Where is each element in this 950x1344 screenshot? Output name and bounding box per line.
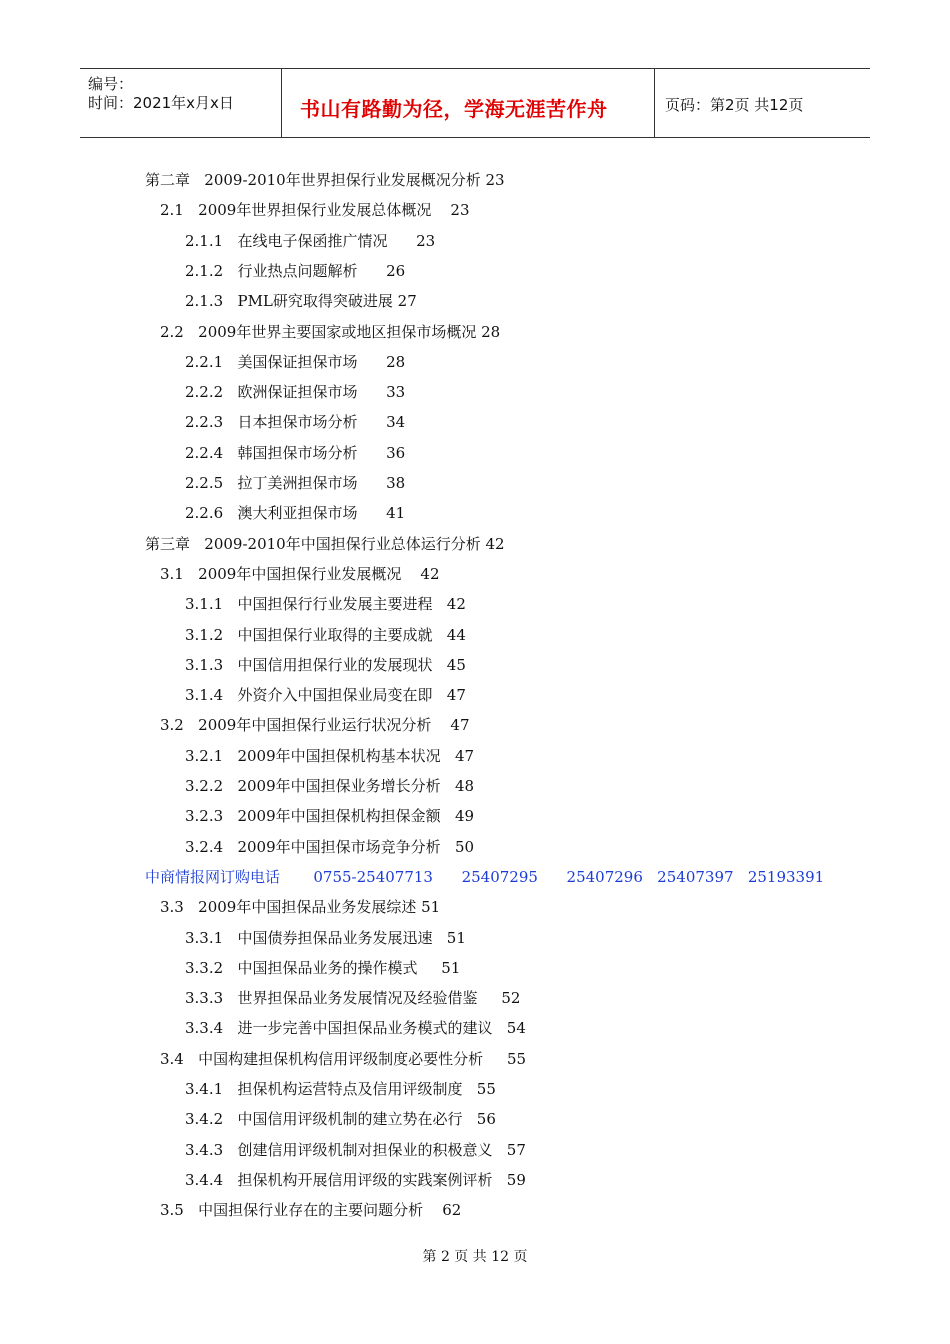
toc-subsection: 3.3.4 进一步完善中国担保品业务模式的建议 54 <box>185 1019 526 1038</box>
toc-subsection: 2.2.5 拉丁美洲担保市场 38 <box>185 474 406 492</box>
toc-subsection: 2.2.1 美国保证担保市场 28 <box>185 352 406 371</box>
contact-line: 中商情报网订购电话 0755-25407713 25407295 25407296 25407397 25193391 <box>145 868 825 886</box>
toc-section: 3.4 中国构建担保机构信用评级制度必要性分析 55 <box>160 1049 527 1068</box>
toc-subsection: 3.1.1 中国担保行行业发展主要进程 42 <box>185 595 466 614</box>
toc-section: 2.2 2009年世界主要国家或地区担保市场概况 28 <box>160 322 501 341</box>
page-header <box>80 68 870 138</box>
toc-section: 3.2 2009年中国担保行业运行状况分析 47 <box>160 716 470 735</box>
toc-subsection: 3.2.2 2009年中国担保业务增长分析 48 <box>185 777 475 795</box>
toc-subsection: 2.2.2 欧洲保证担保市场 33 <box>185 383 406 402</box>
toc-subsection: 3.1.3 中国信用担保行业的发展现状 45 <box>185 655 466 674</box>
toc-subsection: 2.1.1 在线电子保函推广情况 23 <box>185 231 436 250</box>
toc-subsection: 3.1.4 外资介入中国担保业局变在即 47 <box>185 686 466 705</box>
toc-section: 2.1 2009年世界担保行业发展总体概况 23 <box>160 201 470 220</box>
toc-subsection: 3.4.1 担保机构运营特点及信用评级制度 55 <box>185 1080 496 1098</box>
toc-subsection: 2.2.4 韩国担保市场分析 36 <box>185 443 406 462</box>
toc-subsection: 3.1.2 中国担保行业取得的主要成就 44 <box>185 625 466 644</box>
motto-text: 书山有路勤为径，学海无涯苦作舟 <box>300 97 608 121</box>
time-label: 时间：2021年x月x日 <box>88 94 234 112</box>
header-meta <box>80 69 282 137</box>
toc-subsection: 3.3.1 中国债券担保品业务发展迅速 51 <box>185 928 466 947</box>
toc-subsection: 3.2.3 2009年中国担保机构担保金额 49 <box>185 807 475 826</box>
toc-subsection: 3.3.3 世界担保品业务发展情况及经验借鉴 52 <box>185 989 521 1008</box>
toc-section: 3.5 中国担保行业存在的主要问题分析 62 <box>160 1201 462 1220</box>
page-footer: 第 2 页 共 12 页 <box>422 1249 528 1265</box>
toc-section: 3.3 2009年中国担保品业务发展综述 51 <box>160 898 441 917</box>
toc-chapter: 第二章 2009-2010年世界担保行业发展概况分析 23 <box>145 171 505 189</box>
toc-subsection: 2.2.6 澳大利亚担保市场 41 <box>185 504 406 523</box>
header-motto-cell <box>282 69 655 137</box>
toc-subsection: 3.2.1 2009年中国担保机构基本状况 47 <box>185 746 475 765</box>
toc-section: 3.1 2009年中国担保行业发展概况 42 <box>160 564 440 583</box>
toc-subsection: 2.2.3 日本担保市场分析 34 <box>185 413 406 432</box>
number-label: 编号： <box>88 75 134 93</box>
toc-subsection: 3.4.2 中国信用评级机制的建立势在必行 56 <box>185 1110 496 1129</box>
toc-subsection: 2.1.2 行业热点问题解析 26 <box>185 261 406 280</box>
header-page-cell <box>655 69 870 137</box>
toc-subsection: 2.1.3 PML研究取得突破进展 27 <box>185 292 417 311</box>
header-page-info: 页码：第2页 共12页 <box>665 96 804 114</box>
toc-subsection: 3.4.3 创建信用评级机制对担保业的积极意义 57 <box>185 1140 526 1159</box>
toc-chapter: 第三章 2009-2010年中国担保行业总体运行分析 42 <box>145 534 505 553</box>
toc-subsection: 3.2.4 2009年中国担保市场竞争分析 50 <box>185 837 475 856</box>
toc-subsection: 3.3.2 中国担保品业务的操作模式 51 <box>185 958 461 977</box>
toc-subsection: 3.4.4 担保机构开展信用评级的实践案例评析 59 <box>185 1170 526 1189</box>
